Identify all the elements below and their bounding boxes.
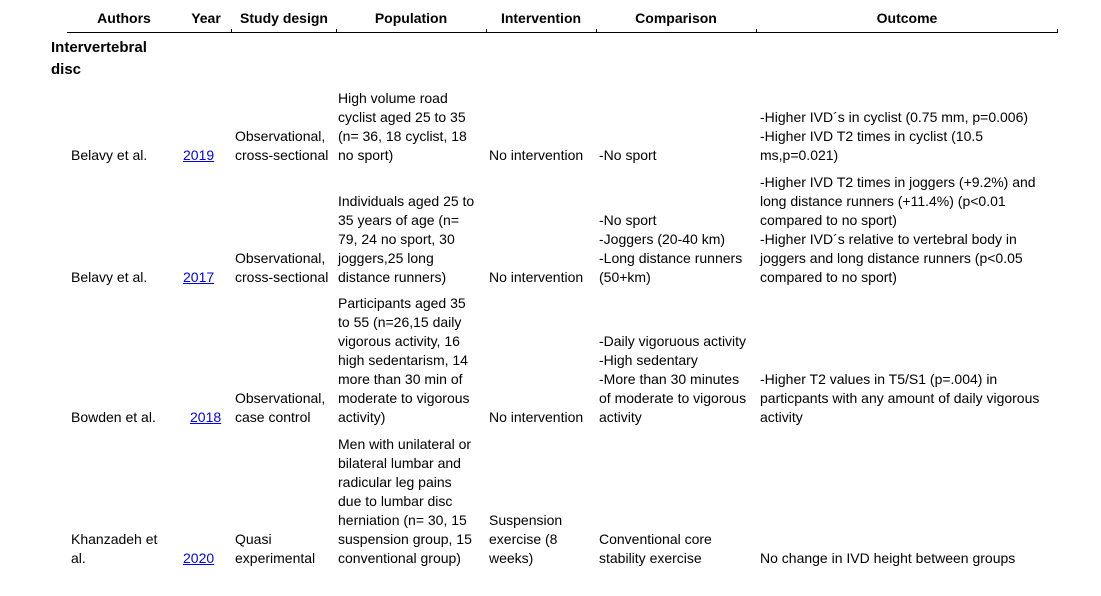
outcome-line: No change in IVD height between groups [760,550,1016,566]
header-divider [756,29,757,33]
outcome-cell [760,549,1015,568]
outcome-cell [760,173,1055,287]
header-intervention: Intervention [500,10,582,26]
population-cell [338,89,467,165]
outcome-line: -Higher T2 values in T5/S1 (p=.004) in [760,371,998,387]
year-link[interactable] [183,549,214,568]
comparison-line: -No sport [599,212,657,228]
population-line: 79, 24 no sport, 30 [338,231,455,247]
population-line: (n= 36, 18 cyclist, 18 [338,128,467,144]
header-rule [67,32,1058,33]
population-cell [338,294,470,427]
population-line: radicular leg pains [338,474,452,490]
outcome-line: long distance runners (+11.4%) (p<0.01 [760,193,1006,209]
comparison-line: -Joggers (20-40 km) [599,231,726,247]
authors-cell: Bowden et al. [71,409,156,425]
comparison-line: -High sedentary [599,352,698,368]
header-population: Population [374,10,448,26]
comparison-cell [599,146,657,165]
intervention-cell [489,268,583,287]
header-divider [231,29,232,33]
year-link-text[interactable]: 2020 [183,550,215,566]
design-line: Observational, [235,390,326,406]
intervention-line: exercise (8 [489,531,558,547]
header-divider [596,29,597,33]
intervention-cell [489,511,562,568]
population-line: activity) [338,409,386,425]
intervention-line: No intervention [489,409,584,425]
intervention-cell [489,408,583,427]
intervention-line: No intervention [489,147,584,163]
outcome-line: joggers and long distance runners (p<0.05 [760,250,1023,266]
population-line: no sport) [338,147,394,163]
outcome-cell [760,108,1055,165]
authors-line: al. [71,550,86,566]
population-line: bilateral lumbar and [338,455,461,471]
header-divider [1057,29,1058,33]
header-year: Year [191,10,221,26]
authors-cell [71,530,157,568]
design-line: Observational, [235,128,326,144]
design-line: case control [235,409,311,425]
comparison-line: -Long distance runners [599,250,743,266]
year-link-text[interactable]: 2019 [183,147,215,163]
population-line: cyclist aged 25 to 35 [338,109,466,125]
comparison-line: stability exercise [599,550,702,566]
year-link[interactable] [183,146,214,165]
intervention-line: Suspension [489,512,563,528]
comparison-cell [599,332,746,427]
population-line: vigorous activity, 16 [338,333,460,349]
comparison-line: Conventional core [599,531,712,547]
header-divider [486,29,487,33]
design-cell [235,249,328,287]
outcome-cell [760,370,1055,427]
outcome-line: -Higher IVD´s relative to vertebral body in [760,231,1017,247]
table-header-row [0,0,1101,34]
authors-cell: Belavy et al. [71,147,148,163]
population-line: 35 years of age (n= [338,212,460,228]
design-cell [235,127,328,165]
header-divider [336,29,337,33]
header-comparison: Comparison [635,10,717,26]
outcome-line: compared to no sport) [760,212,897,228]
header-study-design: Study design [240,10,328,26]
header-authors: Authors [97,10,151,26]
intervention-cell [489,146,583,165]
outcome-line: activity [760,409,803,425]
population-line: conventional group) [338,550,461,566]
year-link[interactable] [183,268,214,287]
section-title: Intervertebral disc [51,39,147,78]
comparison-line: of moderate to vigorous [599,390,747,406]
design-line: experimental [235,550,316,566]
comparison-line: activity [599,409,642,425]
population-line: Participants aged 35 [338,295,466,311]
outcome-line: compared to no sport) [760,269,897,285]
population-line: distance runners) [338,269,447,285]
header-outcome: Outcome [876,10,938,26]
population-line: herniation (n= 30, 15 [338,512,467,528]
intervention-line: No intervention [489,269,584,285]
year-link-text[interactable]: 2018 [190,409,222,425]
population-line: high sedentarism, 14 [338,352,468,368]
intervention-line: weeks) [489,550,534,566]
comparison-cell [599,211,742,287]
population-line: Men with unilateral or [338,436,472,452]
population-line: High volume road [338,90,448,106]
outcome-line: particpants with any amount of daily vigorous [760,390,1040,406]
design-cell [235,530,315,568]
design-line: cross-sectional [235,269,329,285]
comparison-line: -Daily vigoruous activity [599,333,747,349]
population-line: suspension group, 15 [338,531,472,547]
year-link[interactable] [190,408,221,427]
authors-line: Khanzadeh et [71,531,158,547]
outcome-line: -Higher IVD T2 times in cyclist (10.5 [760,128,984,144]
population-line: Individuals aged 25 to [338,193,475,209]
year-link-text[interactable]: 2017 [183,269,215,285]
population-cell [338,435,472,568]
comparison-line: -No sport [599,147,657,163]
design-cell [235,389,325,427]
comparison-line: -More than 30 minutes [599,371,740,387]
design-line: Quasi [235,531,272,547]
design-line: cross-sectional [235,147,329,163]
comparison-cell [599,530,712,568]
population-line: moderate to vigorous [338,390,470,406]
design-line: Observational, [235,250,326,266]
population-line: more than 30 min of [338,371,463,387]
population-line: to 55 (n=26,15 daily [338,314,462,330]
authors-cell: Belavy et al. [71,269,148,285]
outcome-line: -Higher IVD´s in cyclist (0.75 mm, p=0.006) [760,109,1029,125]
outcome-line: -Higher IVD T2 times in joggers (+9.2%) and [760,174,1036,190]
population-line: joggers,25 long [338,250,434,266]
outcome-line: ms,p=0.021) [760,147,839,163]
comparison-line: (50+km) [599,269,651,285]
population-line: due to lumbar disc [338,493,453,509]
population-cell [338,192,474,287]
